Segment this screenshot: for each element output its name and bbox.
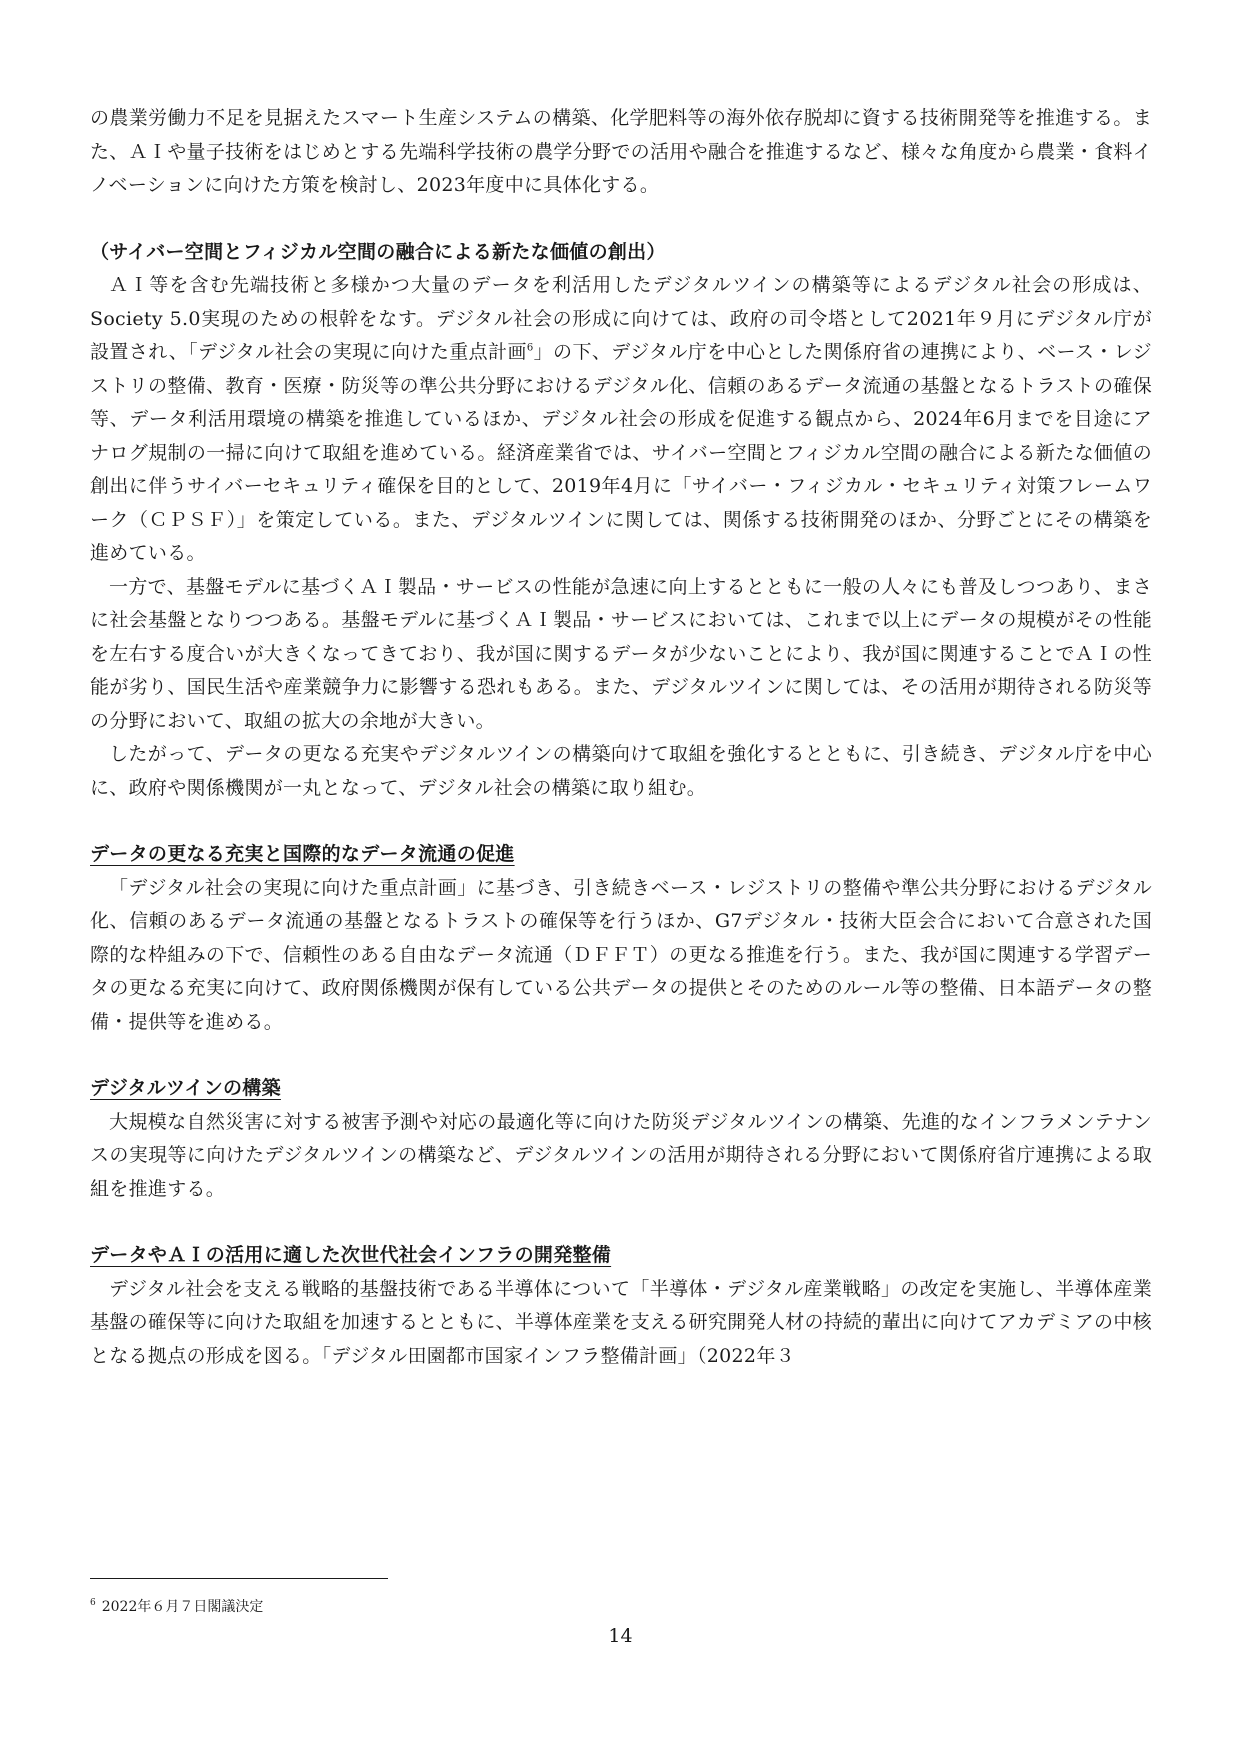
section-heading-infra (90, 1239, 1152, 1273)
section-heading-cyber: （サイバー空間とフィジカル空間の融合による新たな価値の創出） (90, 240, 666, 263)
footnote-mark: 6 (90, 1598, 96, 1609)
footnote-text: 2022年６月７日閣議決定 (101, 1599, 264, 1615)
infra-paragraph: デジタル社会を支える戦略的基盤技術である半導体について「半導体・デジタル産業戦略」の改定を実施し、半導体産業基盤の確保等に向けた取組を加速するとともに、半導体産業を支える研究開発人材の持続的輩出に向けてアカデミアの中核となる拠点の形成を図る。「デジタル田園都市国家インフラ整備計画」（2022年３ (90, 1277, 1152, 1367)
spacer (90, 1039, 1152, 1072)
footnote-separator (90, 1578, 388, 1579)
cyber-paragraph-1-text-b: 」の下、デジタル庁を中心とした関係府省の連携により、ベース・レジストリの整備、教育・医療・防災等の準公共分野におけるデジタル化、信頼のあるデータ流通の基盤となるトラストの確保等、データ利活用環境の構築を推進しているほか、デジタル社会の形成を促進する観点から、2024年6月までを目途にアナログ規制の一掃に向けて取組を進めている。経済産業省では、サイバー空間とフィジカル空間の融合による新たな価値の創出に伴うサイバーセキュリティ確保を目的として、2019年4月に「サイバー・フィジカル・セキュリティ対策フレームワーク（ＣＰＳＦ）」を策定している。また、デジタルツインに関しては、関係する技術開発のほか、分野ごとにその構築を進めている。 (90, 341, 1152, 564)
section-heading-data-text: データの更なる充実と国際的なデータ流通の促進 (90, 843, 515, 865)
cyber-paragraph-1-text-a: ＡＩ等を含む先端技術と多様かつ大量のデータを利活用したデジタルツインの構築等によるデジタル社会の形成は、Society 5.0実現のための根幹をなす。デジタル社会の形成に向けては、政府の司令塔として2021年９月にデジタル庁が設置され、「デジタル社会の実現に向けた重点計画 (90, 274, 1152, 363)
cyber-paragraph-2: 一方で、基盤モデルに基づくＡＩ製品・サービスの性能が急速に向上するとともに一般の人々にも普及しつつあり、まさに社会基盤となりつつある。基盤モデルに基づくＡＩ製品・サービスにおいては、これまで以上にデータの規模がその性能を左右する度合いが大きくなってきており、我が国に関するデータが少ないことにより、我が国に関連することでＡＩの性能が劣り、国民生活や産業競争力に影響する恐れもある。また、デジタルツインに関しては、その活用が期待される防災等の分野において、取組の拡大の余地が大きい。 (90, 575, 1152, 732)
spacer (90, 203, 1152, 236)
section-heading-twin-text: デジタルツインの構築 (90, 1077, 281, 1099)
cyber-paragraph-3: したがって、データの更なる充実やデジタルツインの構築向けて取組を強化するとともに、引き続き、デジタル庁を中心に、政府や関係機関が一丸となって、デジタル社会の構築に取り組む。 (90, 743, 1152, 799)
intro-paragraph: の農業労働力不足を見据えたスマート生産システムの構築、化学肥料等の海外依存脱却に資する技術開発等を推進する。また、ＡＩや量子技術をはじめとする先端科学技術の農学分野での活用や融合を推進するなど、様々な角度から農業・食料イノベーションに向けた方策を検討し、2023年度中に具体化する。 (90, 107, 1152, 196)
spacer (90, 805, 1152, 838)
twin-paragraph: 大規模な自然災害に対する被害予測や対応の最適化等に向けた防災デジタルツインの構築、先進的なインフラメンテナンスの実現等に向けたデジタルツインの構築など、デジタルツインの活用が期待される分野において関係府省庁連携による取組を推進する。 (90, 1110, 1152, 1200)
body-text (90, 102, 1152, 1373)
section-heading-data (90, 838, 1152, 872)
footnote (90, 1597, 263, 1617)
cyber-paragraph-1 (90, 269, 1152, 571)
page-number: 14 (608, 1625, 633, 1647)
spacer (90, 1206, 1152, 1239)
data-paragraph: 「デジタル社会の実現に向けた重点計画」に基づき、引き続きベース・レジストリの整備や準公共分野におけるデジタル化、信頼のあるデータ流通の基盤となるトラストの確保等を行うほか、G7デジタル・技術大臣会合において合意された国際的な枠組みの下で、信頼性のある自由なデータ流通（ＤＦＦＴ）の更なる推進を行う。また、我が国に関連する学習データの更なる充実に向けて、政府関係機関が保有している公共データの提供とそのためのルール等の整備、日本語データの整備・提供等を進める。 (90, 876, 1152, 1033)
section-heading-twin (90, 1072, 1152, 1106)
footnote-reference: 6 (526, 342, 534, 354)
section-heading-infra-text: データやＡＩの活用に適した次世代社会インフラの開発整備 (90, 1244, 612, 1266)
